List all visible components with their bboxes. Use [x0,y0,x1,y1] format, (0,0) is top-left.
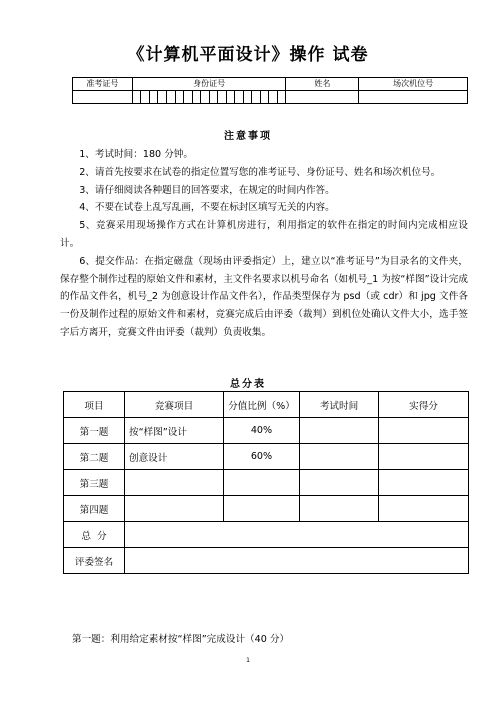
row-actual-score[interactable] [379,470,469,496]
row-competition-item [125,470,224,496]
label-exam-number: 准考证号 [73,78,133,91]
header-actual-score: 实得分 [379,392,469,418]
id-digit-box[interactable] [158,91,167,103]
row-score-ratio: 60% [224,444,300,470]
note-item: 5、竞赛采用现场操作方式在计算机房进行，利用指定的软件在指定的时间内完成相应设计。 [60,220,468,249]
row-label: 第三题 [64,470,125,496]
id-digit-box[interactable] [150,91,159,103]
candidate-info-table [72,77,468,104]
field-id-number[interactable] [132,91,286,104]
page-number: 1 [246,657,250,664]
id-digit-box[interactable] [269,91,278,103]
document-title: 《计算机平面设计》操作 试卷 [127,45,369,65]
id-digit-box[interactable] [184,91,193,103]
row-competition-item [125,496,224,522]
row-exam-time[interactable] [300,418,379,444]
row-score-ratio [224,470,300,496]
table-row [64,444,469,470]
row-exam-time[interactable] [300,444,379,470]
row-label: 第二题 [64,444,125,470]
field-seat-number[interactable] [359,91,468,104]
notice-title: 注意事项 [224,131,272,142]
note-item: 1、考试时间：180 分钟。 [79,149,193,160]
row-label-total: 总 分 [64,522,125,548]
header-competition-item: 竞赛项目 [125,392,224,418]
judge-signature-field[interactable] [125,548,469,574]
label-name: 姓名 [286,78,359,91]
table-row [64,496,469,522]
row-competition-item: 按“样图”设计 [125,418,224,444]
row-label: 第四题 [64,496,125,522]
id-number-boxes [133,91,286,103]
id-digit-box[interactable] [201,91,210,103]
row-score-ratio: 40% [224,418,300,444]
id-digit-box[interactable] [193,91,202,103]
id-digit-box[interactable] [141,91,150,103]
notes-section [60,146,468,342]
id-digit-box[interactable] [278,91,286,103]
row-label: 第一题 [64,418,125,444]
question-1-heading: 第一题：利用给定素材按“样图”完成设计（40 分） [72,634,290,645]
id-digit-box[interactable] [167,91,176,103]
row-exam-time[interactable] [300,470,379,496]
id-digit-box[interactable] [176,91,185,103]
label-seat-number: 场次机位号 [359,78,468,91]
summary-table [63,391,469,574]
header-item: 项目 [64,392,125,418]
table-row [64,470,469,496]
id-digit-box[interactable] [227,91,236,103]
row-label-judge-signature: 评委签名 [64,548,125,574]
row-actual-score[interactable] [379,418,469,444]
field-exam-number[interactable] [73,91,133,104]
id-digit-box[interactable] [261,91,270,103]
id-digit-box[interactable] [210,91,219,103]
note-item: 3、请仔细阅读各种题目的回答要求，在规定的时间内作答。 [79,184,335,196]
row-score-ratio [224,496,300,522]
id-digit-box[interactable] [218,91,227,103]
id-digit-box[interactable] [133,91,142,103]
summary-title: 总分表 [230,379,266,390]
id-digit-box[interactable] [252,91,261,103]
table-row [64,522,469,548]
id-digit-box[interactable] [235,91,244,103]
table-row [64,418,469,444]
row-exam-time[interactable] [300,496,379,522]
row-actual-score[interactable] [379,496,469,522]
note-item: 2、请首先按要求在试卷的指定位置写您的准考证号、身份证号、姓名和场次机位号。 [79,166,441,178]
header-score-ratio: 分值比例（%） [224,392,300,418]
note-item: 4、不要在试卷上乱写乱画，不要在标封区填写无关的内容。 [79,202,335,214]
table-row [64,548,469,574]
label-id-number: 身份证号 [132,78,286,91]
id-digit-box[interactable] [244,91,253,103]
total-score-field[interactable] [125,522,469,548]
note-item: 6、提交作品：在指定磁盘（现场由评委指定）上，建立以“准考证号”为目录名的文件夹，保存整个制作过程的原始文件和素材，主文件名要求以机号命名（如机号_1 为按“样图”设计完成的作品文件名，机号_2 为创意设计作品文件名），作品类型保存为 psd（或 cdr）和 jpg 文件各一份及制作过程的原始文件和素材，竞赛完成后由评委（裁判）到机位处确认文件大小，选手签字后方离开，竞赛文件由评委（裁判）负责收集。 [60,255,468,338]
row-competition-item: 创意设计 [125,444,224,470]
field-name[interactable] [286,91,359,104]
row-actual-score[interactable] [379,444,469,470]
header-exam-time: 考试时间 [300,392,379,418]
